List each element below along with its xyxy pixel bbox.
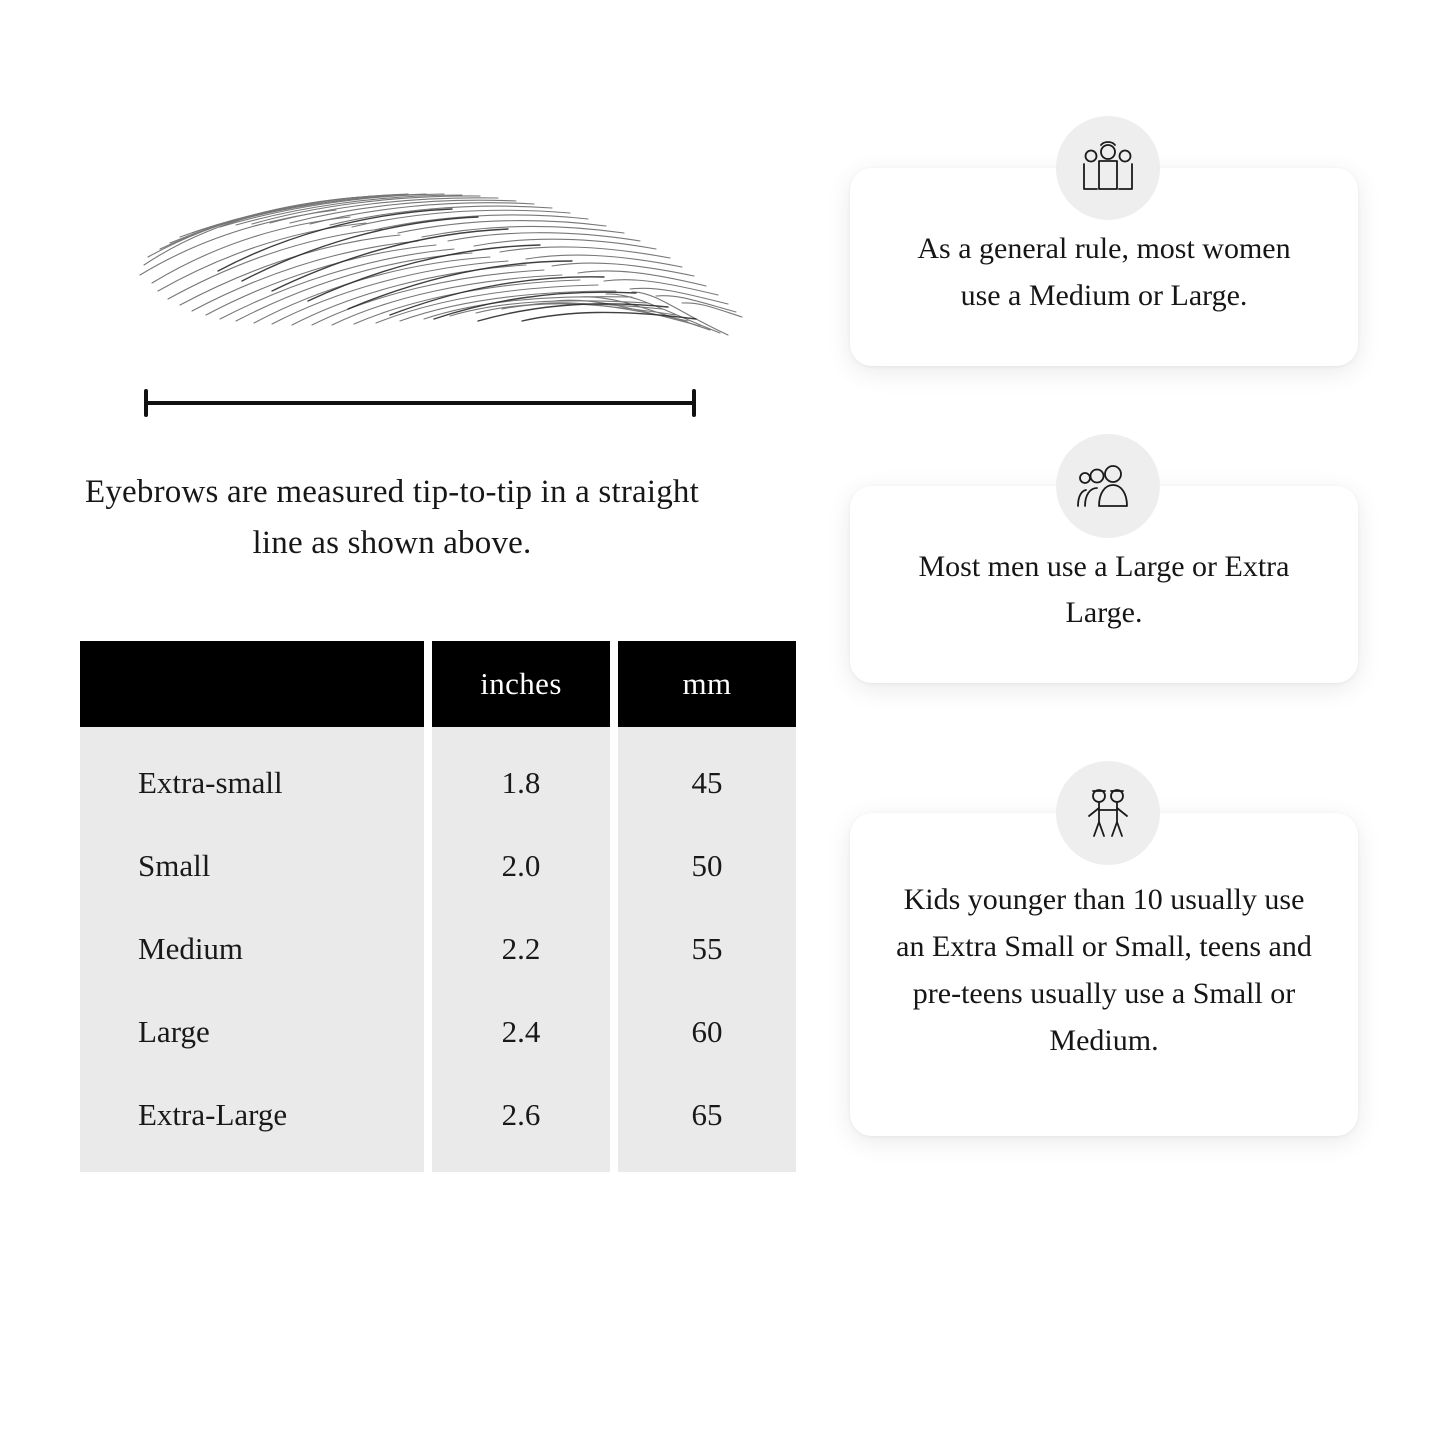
header-mm: mm	[618, 641, 796, 727]
measurement-caption: Eyebrows are measured tip-to-tip in a straight line as shown above.	[84, 474, 699, 561]
table-row	[80, 1074, 796, 1172]
women-group-icon	[1056, 116, 1160, 220]
men-group-icon	[1056, 434, 1160, 538]
cell-mm: 55	[618, 908, 796, 991]
cell-size: Extra-small	[80, 727, 424, 825]
size-table-body	[80, 727, 796, 1172]
measure-bar-left-cap	[144, 389, 148, 417]
eyebrow-hairs-icon	[122, 175, 752, 365]
cell-size: Small	[80, 825, 424, 908]
cell-inches: 2.4	[432, 991, 610, 1074]
cell-inches: 2.0	[432, 825, 610, 908]
table-row	[80, 991, 796, 1074]
note-kids-text: Kids younger than 10 usually use an Extra Small or Small, teens and pre-teens usually use a Small or Medium.	[850, 813, 1358, 1136]
cell-size: Large	[80, 991, 424, 1074]
header-size	[80, 641, 424, 727]
cell-inches: 1.8	[432, 727, 610, 825]
cell-mm: 60	[618, 991, 796, 1074]
right-column	[790, 0, 1445, 1445]
cell-mm: 50	[618, 825, 796, 908]
tip-to-tip-measure-bar	[144, 389, 696, 415]
size-table	[72, 641, 804, 1172]
measure-bar-right-cap	[692, 389, 696, 417]
table-header-row	[80, 641, 796, 727]
size-table-head	[80, 641, 796, 727]
eyebrow-illustration	[122, 175, 752, 375]
note-women	[850, 168, 1365, 366]
cell-size: Extra-Large	[80, 1074, 424, 1172]
cell-mm: 45	[618, 727, 796, 825]
cell-size: Medium	[80, 908, 424, 991]
note-men-text: Most men use a Large or Extra Large.	[850, 486, 1358, 684]
cell-mm: 65	[618, 1074, 796, 1172]
header-inches: inches	[432, 641, 610, 727]
kids-group-icon	[1056, 761, 1160, 865]
cell-inches: 2.6	[432, 1074, 610, 1172]
note-kids	[850, 813, 1365, 1136]
note-men	[850, 486, 1365, 684]
note-women-text: As a general rule, most women use a Medium or Large.	[850, 168, 1358, 366]
measure-bar-line	[144, 401, 696, 405]
table-row	[80, 908, 796, 991]
table-row	[80, 727, 796, 825]
table-row	[80, 825, 796, 908]
cell-inches: 2.2	[432, 908, 610, 991]
